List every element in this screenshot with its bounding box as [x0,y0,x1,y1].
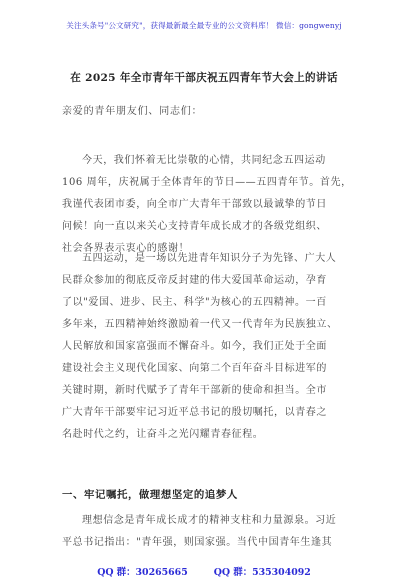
paragraph-line: 人民解放和国家富强而不懈奋斗。如今，我们正处于全面 [62,341,327,352]
paragraph-line: 社会各界表示衷心的感谢！ [62,243,190,254]
footer-qq-groups [0,564,408,578]
qq-group-2: QQ 群：535304092 [213,567,311,578]
section-heading: 一、牢记嘱托，做理想坚定的追梦人 [62,489,238,501]
salutation: 亲爱的青年朋友们、同志们： [62,106,203,117]
paragraph-line: 关键时期，新时代赋予了青年干部新的使命和担当。全市 [62,385,327,396]
paragraph-line: 五四运动，是一场以先进青年知识分子为先锋、广大人 [82,253,337,264]
header-promo-note: 关注头条号"公文研究"，获得最新最全最专业的公文资料库！ 微信：gongwenyj [66,21,342,30]
paragraph-line: 民群众参加的彻底反帝反封建的伟大爱国革命运动，孕育 [62,275,327,286]
paragraph-line: 今天，我们怀着无比崇敬的心情，共同纪念五四运动 [82,155,326,166]
qq-group-1: QQ 群：30265665 [97,567,188,578]
paragraph-line: 问候！向一直以来关心支持青年成长成才的各级党组织、 [62,221,327,232]
paragraph-2 [62,248,352,446]
paragraph-line: 了以"爱国、进步、民主、科学"为核心的五四精神。一百 [62,297,327,308]
paragraph-3 [62,510,352,554]
paragraph-line: 名赴时代之约，让奋斗之光闪耀青春征程。 [62,429,264,440]
paragraph-line: 106 周年，庆祝属于全体青年的节日——五四青年节。首先， [62,177,352,188]
paragraph-line: 平总书记指出："青年强，则国家强。当代中国青年生逢其 [62,537,333,548]
paragraph-1 [62,150,352,260]
paragraph-line: 理想信念是青年成长成才的精神支柱和力量源泉。习近 [82,515,337,526]
paragraph-line: 广大青年干部要牢记习近平总书记的殷切嘱托，以青春之 [62,407,327,418]
document-title: 在 2025 年全市青年干部庆祝五四青年节大会上的讲话 [70,72,338,84]
paragraph-line: 多年来，五四精神始终激励着一代又一代青年为民族独立、 [62,319,338,330]
paragraph-line: 建设社会主义现代化国家、向第二个百年奋斗目标进军的 [62,363,327,374]
paragraph-line: 我谨代表团市委，向全市广大青年干部致以最诚挚的节日 [62,199,327,210]
